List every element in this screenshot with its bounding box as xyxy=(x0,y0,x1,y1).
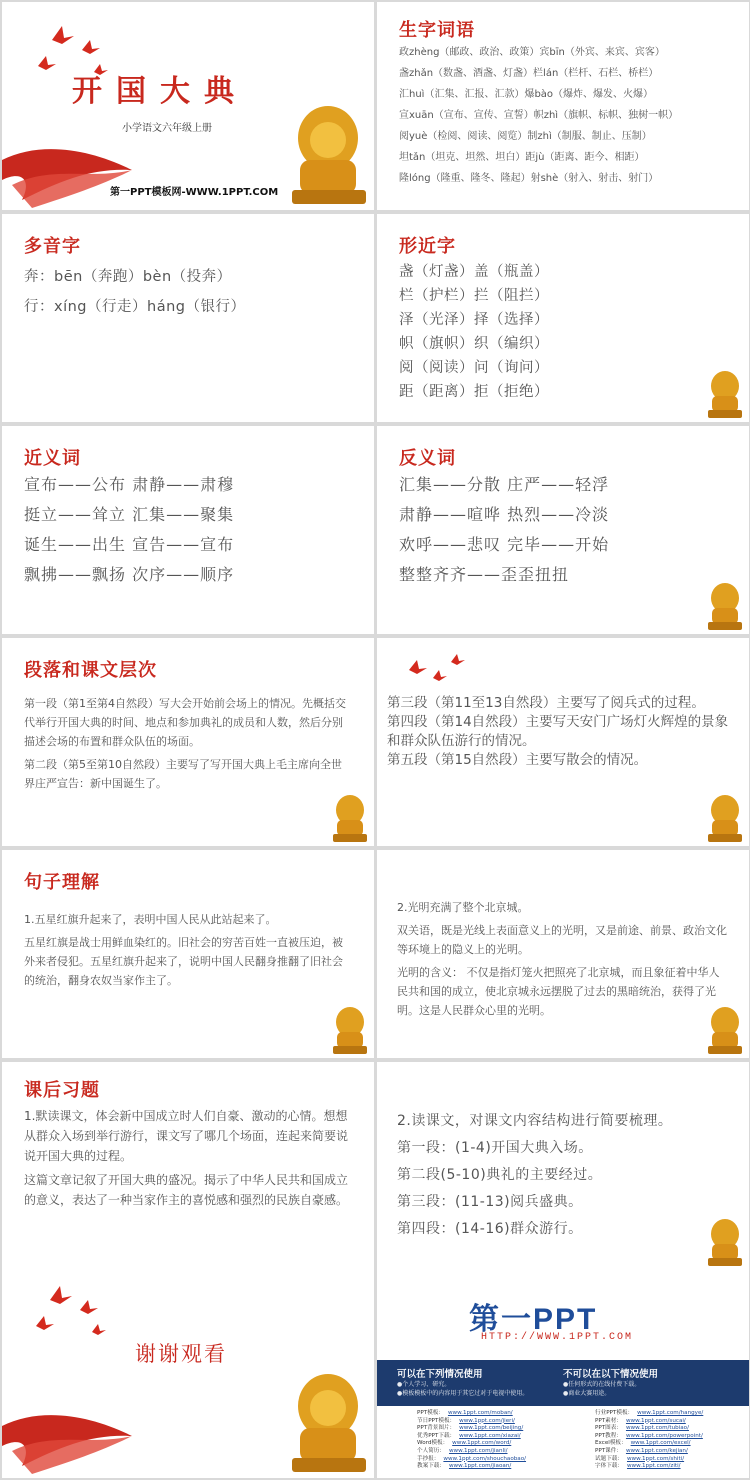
slide-sentence xyxy=(2,850,374,1058)
golden-lion-icon xyxy=(330,1004,370,1056)
sentence2-body xyxy=(397,898,727,1024)
link-url[interactable]: www.1ppt.com/moban/ xyxy=(447,1410,513,1416)
link-url[interactable]: www.1ppt.com/jianli/ xyxy=(448,1447,508,1454)
link-row xyxy=(417,1448,526,1456)
link-url[interactable]: www.1ppt.com/jiaoan/ xyxy=(448,1463,512,1470)
structure-paragraph: 第二段（第5至第10自然段）主要写了写开国大典上毛主席向全世界庄严宣告：新中国诞生了。 xyxy=(24,758,342,790)
can-use xyxy=(397,1366,528,1398)
similar-list xyxy=(399,260,709,404)
golden-lion-icon xyxy=(705,1004,745,1056)
link-url[interactable]: www.1ppt.com/hangye/ xyxy=(637,1410,704,1416)
link-label: PPT背景图片： xyxy=(417,1425,456,1432)
polyphone-heading: 多音字 xyxy=(24,236,81,257)
vocab-list xyxy=(399,42,709,189)
antonym-line: 欢呼——悲叹 完毕——开始 xyxy=(399,535,610,554)
polyphone-line: 行：xíng（行走）háng（银行） xyxy=(24,299,246,315)
cannot-use-line: ●商业大赛用途。 xyxy=(563,1390,611,1397)
red-ribbon-icon xyxy=(2,1406,142,1476)
cover-subtitle: 小学语文六年级上册 xyxy=(122,123,212,134)
exercise-body xyxy=(24,1106,352,1214)
link-label: 个人简历： xyxy=(417,1447,445,1454)
slide-structure-2 xyxy=(377,638,749,846)
link-url[interactable]: www.1ppt.com/powerpoint/ xyxy=(625,1432,703,1439)
cover-title: 开国大典 xyxy=(72,74,248,109)
can-use-line: ●个人学习、研究。 xyxy=(397,1381,451,1388)
link-url[interactable]: www.1ppt.com/shiti/ xyxy=(626,1455,685,1462)
link-label: PPT素材： xyxy=(595,1417,622,1424)
antonyms-list xyxy=(399,470,709,590)
link-label: 节日PPT模板： xyxy=(417,1417,456,1424)
similar-line: 距（距离）拒（拒绝） xyxy=(399,384,549,400)
sentence-paragraph: 五星红旗是战士用鲜血染红的。旧社会的穷苦百姓一直被压迫，被外来者侵犯。五星红旗升起来了，说明中国人民翻身推翻了旧社会的统治，翻身农奴当家作主了。 xyxy=(24,936,343,987)
link-row xyxy=(417,1440,526,1448)
structure2-body xyxy=(387,694,729,770)
structure-paragraph: 第一段（第1至第4自然段）写大会开始前会场上的情况。先概括交代举行开国大典的时间、地点和参加典礼的成员和人数，然后分别描述会场的布置和群众队伍的场面。 xyxy=(24,697,346,748)
can-use-line: ●模板模板中的内容用于其它过对于电视中使用。 xyxy=(397,1390,529,1397)
thanks-text: 谢谢观看 xyxy=(135,1342,227,1366)
structure-paragraph: 第三段（第11至13自然段）主要写了阅兵式的过程。 xyxy=(387,695,705,711)
exercise2-line: 2.读课文，对课文内容结构进行简要梳理。 xyxy=(397,1113,673,1129)
slide-antonyms xyxy=(377,426,749,634)
antonym-line: 汇集——分散 庄严——轻浮 xyxy=(399,475,610,494)
similar-line: 盏（灯盏）盖（瓶盖） xyxy=(399,264,549,280)
link-url[interactable]: www.1ppt.com/word/ xyxy=(452,1440,512,1447)
exercise2-line: 第二段(5-10)典礼的主要经过。 xyxy=(397,1167,603,1183)
structure-heading: 段落和课文层次 xyxy=(24,660,157,681)
right-links xyxy=(595,1410,703,1471)
similar-line: 阅（阅读）问（询问） xyxy=(399,360,549,376)
antonym-line: 肃静——喧哗 热烈——冷淡 xyxy=(399,505,610,524)
link-label: PPT图表： xyxy=(595,1425,622,1432)
structure-body xyxy=(24,694,352,797)
link-url[interactable]: www.1ppt.com/shouchaobao/ xyxy=(443,1455,527,1462)
sentence-paragraph: 1.五星红旗升起来了，表明中国人民从此站起来了。 xyxy=(24,913,277,926)
cannot-use-title: 不可以在以下情况使用 xyxy=(563,1369,659,1380)
red-ribbon-icon xyxy=(2,140,142,210)
vocab-line: 政zhèng（邮政、政治、政策）宾bīn（外宾、来宾、宾客） xyxy=(399,47,665,58)
exercise-paragraph: 1.默读课文，体会新中国成立时人们自豪、激动的心情。想想从群众入场到举行游行，课文写了哪几个场面，连起来简要说说开国大典的过程。 xyxy=(24,1109,349,1163)
sentence-body xyxy=(24,910,352,994)
link-label: Word模板： xyxy=(417,1440,449,1447)
structure-paragraph: 第四段（第14自然段）主要写天安门广场灯火辉煌的景象和群众队伍游行的情况。 xyxy=(387,714,729,749)
link-label: PPT模板： xyxy=(417,1410,444,1416)
doves-icon xyxy=(403,648,473,688)
link-row xyxy=(417,1410,526,1418)
link-label: PPT课件： xyxy=(595,1447,622,1454)
vocab-heading: 生字词语 xyxy=(399,20,475,41)
link-label: 手抄报： xyxy=(417,1455,440,1462)
link-label: 试题下载： xyxy=(595,1455,623,1462)
golden-lion-icon xyxy=(705,580,745,632)
usage-bar xyxy=(377,1360,749,1406)
antonym-line: 整整齐齐——歪歪扭扭 xyxy=(399,565,570,584)
sentence-paragraph: 双关语，既是光线上表面意义上的光明，又是前途、前景、政治文化等环境上的隐义上的光明。 xyxy=(397,924,727,956)
synonym-line: 宣布——公布 肃静——肃穆 xyxy=(24,475,235,494)
link-row xyxy=(595,1410,703,1418)
polyphone-list xyxy=(24,262,334,322)
link-label: 优秀PPT下载： xyxy=(417,1432,456,1439)
synonyms-heading: 近义词 xyxy=(24,448,81,469)
golden-lion-icon xyxy=(282,1366,372,1476)
doves-icon xyxy=(20,1282,130,1352)
cannot-use-line: ●任何形式的在线付费下载。 xyxy=(563,1381,641,1388)
ppt-logo: 第一PPT xyxy=(469,1303,598,1336)
link-label: 行业PPT模板： xyxy=(595,1410,634,1416)
slide-exercise-2 xyxy=(377,1062,749,1270)
link-row xyxy=(595,1440,703,1448)
link-row xyxy=(595,1463,703,1471)
ppt-url[interactable]: HTTP://WWW.1PPT.COM xyxy=(481,1332,634,1343)
golden-lion-icon xyxy=(705,792,745,844)
link-label: 字体下载： xyxy=(595,1463,623,1470)
exercise-heading: 课后习题 xyxy=(24,1080,100,1101)
similar-line: 帜（旗帜）织（编织） xyxy=(399,336,549,352)
link-row xyxy=(595,1448,703,1456)
golden-lion-icon xyxy=(330,792,370,844)
synonym-line: 诞生——出生 宣告——宣布 xyxy=(24,535,235,554)
link-url[interactable]: www.1ppt.com/ziti/ xyxy=(626,1463,681,1470)
similar-line: 泽（光泽）择（选择） xyxy=(399,312,549,328)
slide-exercise xyxy=(2,1062,374,1270)
link-url[interactable]: www.1ppt.com/tubiao/ xyxy=(625,1425,689,1432)
slide-synonyms xyxy=(2,426,374,634)
polyphone-line: 奔：bēn（奔跑）bèn（投奔） xyxy=(24,269,232,285)
golden-lion-icon xyxy=(705,368,745,420)
vocab-line: 坦tǎn（坦克、坦然、坦白）距jù（距离、距今、相距） xyxy=(399,152,645,163)
slide-similar xyxy=(377,214,749,422)
link-row xyxy=(417,1425,526,1433)
vocab-line: 阅yuè（检阅、阅读、阅览）制zhì（制服、制止、压制） xyxy=(399,131,652,142)
link-url[interactable]: www.1ppt.com/xiazai/ xyxy=(459,1432,521,1439)
slide-thanks xyxy=(2,1270,374,1478)
link-label: Excel模板： xyxy=(595,1440,627,1447)
cover-site: 第一PPT模板网-WWW.1PPT.COM xyxy=(110,187,279,198)
slide-cover xyxy=(2,2,374,210)
can-use-title: 可以在下列情况使用 xyxy=(397,1369,483,1380)
sentence-heading: 句子理解 xyxy=(24,872,100,893)
link-row xyxy=(595,1425,703,1433)
exercise2-list xyxy=(397,1108,709,1243)
vocab-line: 宣xuān（宣布、宣传、宣誓）帜zhì（旗帜、标帜、独树一帜） xyxy=(399,110,679,121)
sentence-paragraph: 2.光明充满了整个北京城。 xyxy=(397,901,529,914)
synonym-line: 飘拂——飘扬 次序——顺序 xyxy=(24,565,235,584)
link-url[interactable]: www.1ppt.com/excel/ xyxy=(630,1440,691,1447)
link-row xyxy=(417,1463,526,1471)
vocab-line: 隆lóng（隆重、隆冬、隆起）射shè（射入、射击、射门） xyxy=(399,173,659,184)
slide-sentence-2 xyxy=(377,850,749,1058)
golden-lion-icon xyxy=(705,1216,745,1268)
slide-promo xyxy=(377,1270,749,1478)
left-links xyxy=(417,1410,526,1471)
exercise2-line: 第一段：(1-4)开国大典入场。 xyxy=(397,1140,593,1156)
slide-vocab xyxy=(377,2,749,210)
slide-polyphone xyxy=(2,214,374,422)
synonym-line: 挺立——耸立 汇集——聚集 xyxy=(24,505,235,524)
similar-line: 栏（护栏）拦（阻拦） xyxy=(399,288,549,304)
golden-lion-icon xyxy=(282,98,372,208)
link-url[interactable]: www.1ppt.com/sucai/ xyxy=(625,1417,686,1424)
vocab-line: 盏zhǎn（数盏、酒盏、灯盏）栏lán（栏杆、石栏、桥栏） xyxy=(399,68,659,79)
similar-heading: 形近字 xyxy=(399,236,456,257)
link-url[interactable]: www.1ppt.com/jieri/ xyxy=(459,1417,515,1424)
link-label: PPT教程： xyxy=(595,1432,622,1439)
link-url[interactable]: www.1ppt.com/kejian/ xyxy=(625,1447,688,1454)
sentence-paragraph: 光明的含义： 不仅是指灯笼火把照亮了北京城，而且象征着中华人民共和国的成立，使北京城永远摆脱了过去的黑暗统治，获得了光明。这是人民群众心里的光明。 xyxy=(397,966,720,1017)
exercise2-line: 第四段：(14-16)群众游行。 xyxy=(397,1221,583,1237)
vocab-line: 汇huì（汇集、汇报、汇款）爆bào（爆炸、爆发、火爆） xyxy=(399,89,654,100)
link-url[interactable]: www.1ppt.com/beijing/ xyxy=(459,1425,524,1432)
cannot-use xyxy=(563,1366,658,1398)
exercise2-line: 第三段：(11-13)阅兵盛典。 xyxy=(397,1194,583,1210)
structure-paragraph: 第五段（第15自然段）主要写散会的情况。 xyxy=(387,752,648,768)
link-label: 教案下载： xyxy=(417,1463,445,1470)
slide-structure xyxy=(2,638,374,846)
exercise-paragraph: 这篇文章记叙了开国大典的盛况。揭示了中华人民共和国成立的意义，表达了一种当家作主的喜悦感和强烈的民族自豪感。 xyxy=(24,1173,349,1207)
antonyms-heading: 反义词 xyxy=(399,448,456,469)
synonyms-list xyxy=(24,470,334,590)
